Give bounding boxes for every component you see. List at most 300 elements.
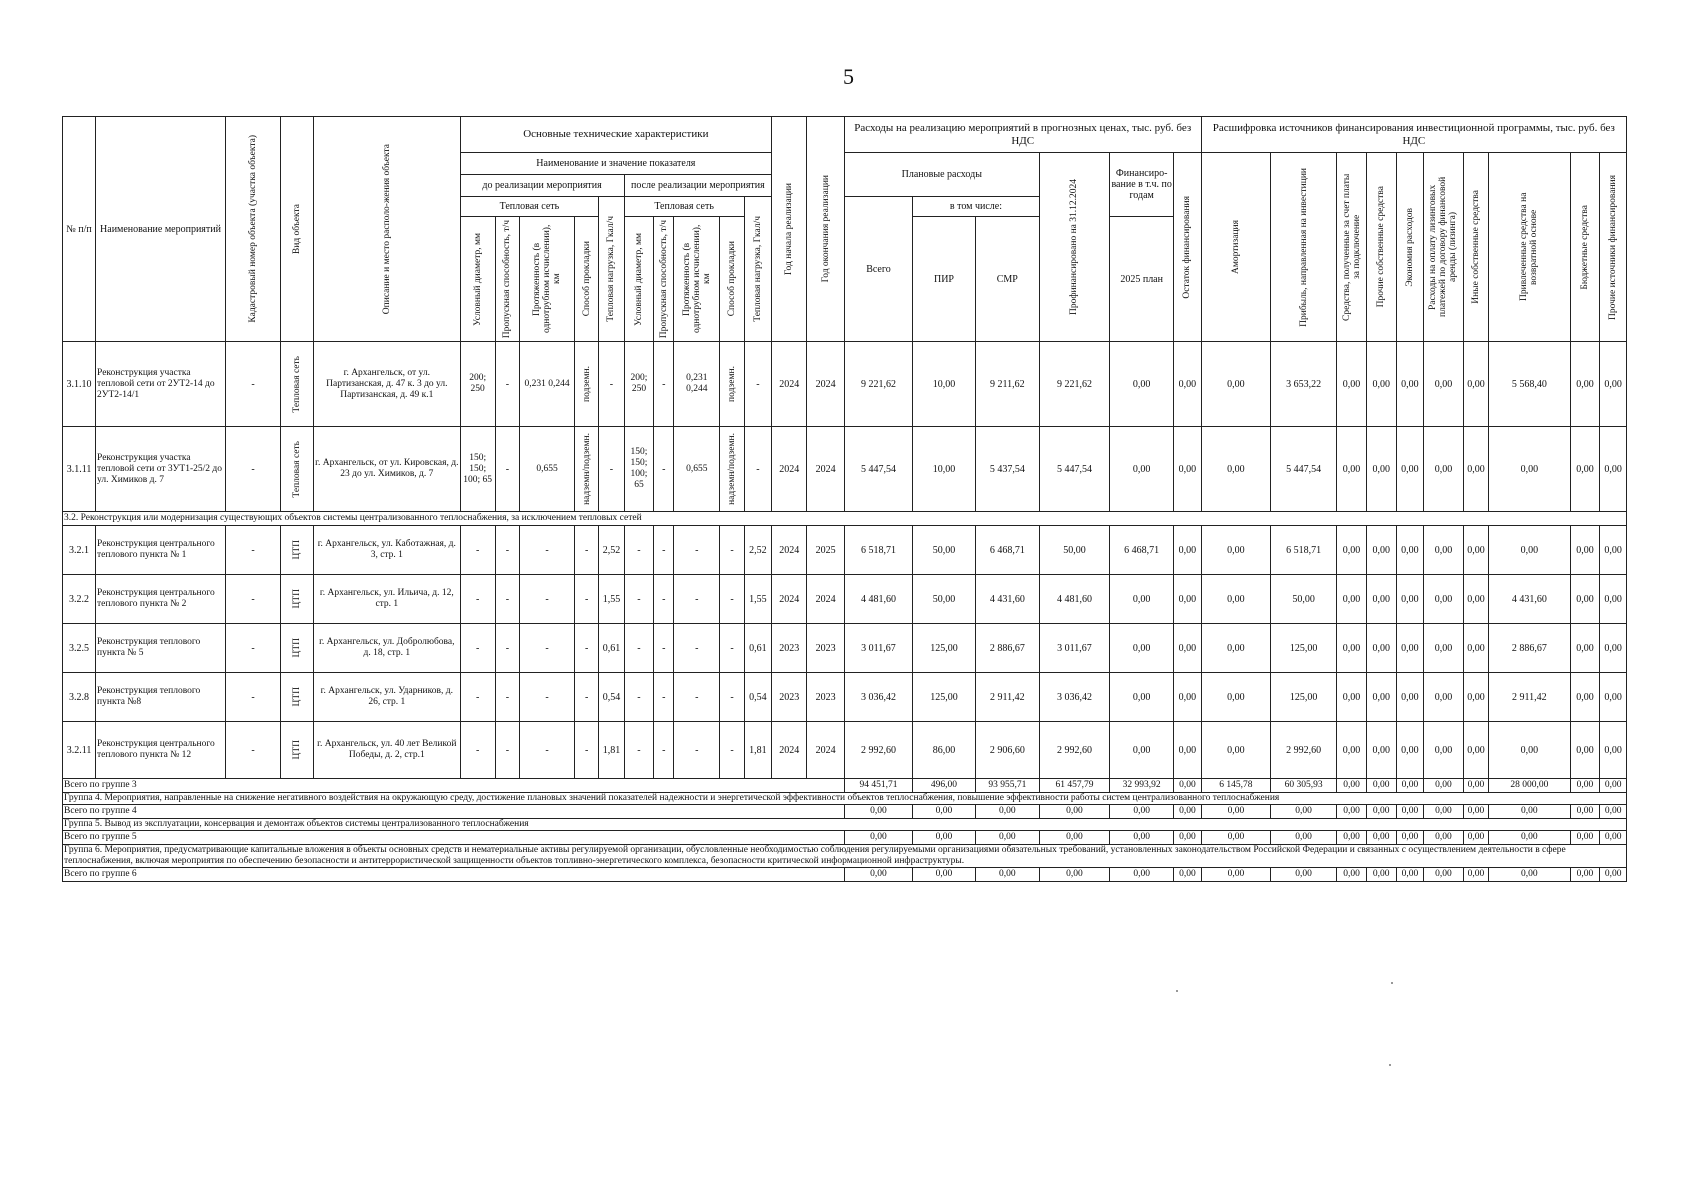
row-type	[281, 624, 314, 673]
row-dash: -	[575, 526, 599, 575]
row-financed: 5 447,54	[1039, 427, 1109, 512]
row-savings: 0,00	[1396, 427, 1424, 512]
row-dash: -	[624, 673, 654, 722]
borrowed-header-text: Привлеченные средства на возвратной основе	[1519, 192, 1540, 302]
row-remaining: 0,00	[1174, 624, 1202, 673]
row-other-own: 0,00	[1366, 427, 1396, 512]
table-row	[63, 624, 1627, 673]
col-object-type-header	[281, 117, 314, 342]
group-total-value: 0,00	[844, 805, 912, 819]
group-total-value: 0,00	[1110, 831, 1174, 845]
ctp-rows	[63, 526, 1627, 779]
row-a-load: 2,52	[744, 526, 772, 575]
row-a-length: 0,231 0,244	[674, 342, 720, 427]
row-amortization: 0,00	[1201, 722, 1270, 779]
row-b-load: 1,55	[599, 575, 624, 624]
row-type: ЦТП	[292, 540, 303, 560]
row-type: ЦТП	[292, 740, 303, 760]
row-total: 9 221,62	[844, 342, 912, 427]
row-num: 3.2.2	[63, 575, 96, 624]
group-title: Группа 6. Мероприятия, предусматривающие капитальные вложения в объекты основных средств и нематериальные активы регулируемой организации, обусловленные необходимостью соблюдения регулируемыми организациями обязательных требований, установленных законодательством Российской Федерации и связанных с осуществлением деятельности в сфере теплоснабжения, включая мероприятия по обеспечению безопасности и антитеррористической защищенности объектов топливно-энергетического комплекса, безопасности критической информационной инфраструктуры.	[63, 845, 1627, 868]
row-savings: 0,00	[1396, 342, 1424, 427]
a-load-header-text: Тепловая нагрузка, Гкал/ч	[752, 216, 763, 322]
group-total-value: 0,00	[1039, 831, 1109, 845]
row-cadastral: -	[225, 427, 280, 512]
row-dash: -	[520, 526, 575, 575]
row-amortization: 0,00	[1201, 575, 1270, 624]
group-total-value: 0,00	[1463, 805, 1488, 819]
group-title-row	[63, 819, 1627, 831]
col-profit-header	[1271, 153, 1337, 342]
row-a-laying-cell	[720, 427, 744, 512]
row-year-end: 2025	[807, 526, 844, 575]
row-savings: 0,00	[1396, 722, 1424, 779]
row-dash: -	[624, 526, 654, 575]
col-other-own-header	[1366, 153, 1396, 342]
row-plan-2025: 0,00	[1110, 722, 1174, 779]
row-dash: -	[520, 624, 575, 673]
after-header: после реализации мероприятия	[624, 175, 772, 197]
sources-header: Расшифровка источников финансирования инвестиционной программы, тыс. руб. без НДС	[1201, 117, 1626, 153]
group-total-value: 0,00	[1201, 831, 1270, 845]
row-pir: 10,00	[913, 427, 976, 512]
group-total-value: 0,00	[1174, 831, 1202, 845]
b-diameter-header-text: Условный диаметр, мм	[472, 232, 483, 326]
b-capacity-header-text: Пропускная способность, т/ч	[502, 219, 513, 339]
row-dash: -	[495, 575, 519, 624]
row-other-sources: 0,00	[1600, 575, 1627, 624]
row-other-own: 0,00	[1366, 673, 1396, 722]
group-total-value: 0,00	[913, 868, 976, 882]
row-remaining: 0,00	[1174, 575, 1202, 624]
row-b-load: -	[599, 427, 624, 512]
row-other-own2: 0,00	[1463, 722, 1488, 779]
group-total-value: 0,00	[1174, 779, 1202, 793]
group-total-value: 0,00	[1039, 868, 1109, 882]
col-year-end-header	[807, 117, 844, 342]
row-borrowed: 5 568,40	[1489, 342, 1570, 427]
group-total-value: 0,00	[1396, 831, 1424, 845]
row-leasing: 0,00	[1424, 624, 1464, 673]
col-financed-header	[1039, 153, 1109, 342]
group-total-value: 0,00	[844, 831, 912, 845]
row-plan-2025: 0,00	[1110, 575, 1174, 624]
col-cadastral-header	[225, 117, 280, 342]
group-total-value: 28 000,00	[1489, 779, 1570, 793]
row-profit: 3 653,22	[1271, 342, 1337, 427]
row-b-load: 0,61	[599, 624, 624, 673]
row-other-own2: 0,00	[1463, 624, 1488, 673]
col-budget-header	[1570, 153, 1600, 342]
row-amortization: 0,00	[1201, 526, 1270, 575]
row-dash: -	[495, 526, 519, 575]
row-smr: 2 911,42	[975, 673, 1039, 722]
row-dash: -	[460, 624, 495, 673]
row-year-start: 2024	[772, 342, 807, 427]
row-description: г. Архангельск, ул. Ударников, д. 26, стр. 1	[314, 673, 460, 722]
row-budget: 0,00	[1570, 624, 1600, 673]
row-total: 3 036,42	[844, 673, 912, 722]
col-b-load-header	[599, 197, 624, 342]
row-num: 3.1.11	[63, 427, 96, 512]
col-remaining-header	[1174, 153, 1202, 342]
row-profit: 5 447,54	[1271, 427, 1337, 512]
group-total-value: 0,00	[1039, 805, 1109, 819]
group-total-value: 0,00	[913, 805, 976, 819]
row-amortization: 0,00	[1201, 624, 1270, 673]
group-total-value: 0,00	[1366, 831, 1396, 845]
row-name: Реконструкция центрального теплового пункта № 1	[96, 526, 226, 575]
row-cadastral: -	[225, 722, 280, 779]
b-load-header-text: Тепловая нагрузка, Гкал/ч	[606, 216, 617, 322]
row-financed: 50,00	[1039, 526, 1109, 575]
row-other-own: 0,00	[1366, 624, 1396, 673]
description-header-text: Описание и место располо-жения объекта	[381, 143, 392, 315]
row-year-end: 2023	[807, 624, 844, 673]
row-pir: 125,00	[913, 624, 976, 673]
row-financed: 4 481,60	[1039, 575, 1109, 624]
row-other-own: 0,00	[1366, 342, 1396, 427]
row-type: ЦТП	[292, 589, 303, 609]
row-a-capacity: -	[654, 342, 674, 427]
row-dash: -	[720, 624, 744, 673]
row-pir: 50,00	[913, 575, 976, 624]
col-connection-fee-header	[1337, 153, 1367, 342]
table-row	[63, 673, 1627, 722]
row-other-sources: 0,00	[1600, 624, 1627, 673]
row-profit: 50,00	[1271, 575, 1337, 624]
cadastral-header-text: Кадастровый номер объекта (участка объекта)	[248, 135, 259, 323]
row-type	[281, 575, 314, 624]
row-description: г. Архангельск, от ул. Партизанская, д. 47 к. 3 до ул. Партизанская, д. 49 к.1	[314, 342, 460, 427]
investment-program-table-container	[62, 116, 1627, 882]
group-total-value: 0,00	[1463, 868, 1488, 882]
row-description: г. Архангельск, от ул. Кировская, д. 23 до ул. Химиков, д. 7	[314, 427, 460, 512]
row-dash: -	[460, 722, 495, 779]
row-profit: 125,00	[1271, 673, 1337, 722]
row-budget: 0,00	[1570, 342, 1600, 427]
row-year-start: 2024	[772, 575, 807, 624]
row-smr: 4 431,60	[975, 575, 1039, 624]
row-other-own: 0,00	[1366, 722, 1396, 779]
tech-header: Основные технические характеристики	[460, 117, 772, 153]
group-total-value: 0,00	[1424, 805, 1464, 819]
row-connection-fee: 0,00	[1337, 427, 1367, 512]
col-num-header: № п/п	[63, 117, 96, 342]
col-smr-header: СМР	[975, 217, 1039, 342]
other-own2-header-text: Иные собственные средства	[1470, 190, 1481, 304]
row-profit: 125,00	[1271, 624, 1337, 673]
row-description: г. Архангельск, ул. Ильича, д. 12, стр. 1	[314, 575, 460, 624]
row-other-sources: 0,00	[1600, 427, 1627, 512]
row-type: ЦТП	[292, 638, 303, 658]
group-total-value: 94 451,71	[844, 779, 912, 793]
group-total-value: 0,00	[1271, 805, 1337, 819]
row-connection-fee: 0,00	[1337, 624, 1367, 673]
group-total-value: 6 145,78	[1201, 779, 1270, 793]
year-start-header-text: Год начала реализации	[784, 182, 795, 276]
group-total-label: Всего по группе 4	[63, 805, 845, 819]
row-name: Реконструкция центрального теплового пункта № 12	[96, 722, 226, 779]
row-borrowed: 4 431,60	[1489, 575, 1570, 624]
row-dash: -	[720, 722, 744, 779]
row-savings: 0,00	[1396, 624, 1424, 673]
group-title-row	[63, 845, 1627, 868]
row-a-diameter: 150; 150; 100; 65	[624, 427, 654, 512]
group-total-row	[63, 805, 1627, 819]
row-dash: -	[654, 624, 674, 673]
col-savings-header	[1396, 153, 1424, 342]
remaining-header-text: Остаток финансирования	[1182, 195, 1193, 299]
table-row	[63, 526, 1627, 575]
row-dash: -	[575, 624, 599, 673]
financed-header-text: Профинансировано на 31.12.2024	[1069, 179, 1080, 315]
row-a-load: 1,81	[744, 722, 772, 779]
row-amortization: 0,00	[1201, 673, 1270, 722]
group-total-value: 0,00	[913, 831, 976, 845]
row-dash: -	[674, 722, 720, 779]
row-a-laying-cell	[720, 342, 744, 427]
row-smr: 5 437,54	[975, 427, 1039, 512]
row-remaining: 0,00	[1174, 722, 1202, 779]
col-name-header: Наименование мероприятий	[96, 117, 226, 342]
row-budget: 0,00	[1570, 673, 1600, 722]
row-b-laying: подземн.	[581, 366, 592, 402]
row-connection-fee: 0,00	[1337, 722, 1367, 779]
row-b-load: 0,54	[599, 673, 624, 722]
row-plan-2025: 0,00	[1110, 342, 1174, 427]
group-total-value: 0,00	[1271, 868, 1337, 882]
page-number: 5	[843, 64, 854, 89]
group-total-value: 0,00	[1201, 805, 1270, 819]
row-b-diameter: 200; 250	[460, 342, 495, 427]
row-num: 3.2.1	[63, 526, 96, 575]
row-dash: -	[460, 673, 495, 722]
row-dash: -	[495, 722, 519, 779]
row-total: 5 447,54	[844, 427, 912, 512]
group-total-value: 0,00	[1424, 779, 1464, 793]
row-total: 6 518,71	[844, 526, 912, 575]
b-length-header-text: Протяженность (в однотрубном исчислении), км	[532, 224, 563, 334]
row-pir: 50,00	[913, 526, 976, 575]
group-total-value: 0,00	[1570, 831, 1600, 845]
row-dash: -	[460, 575, 495, 624]
group-title: Группа 4. Мероприятия, направленные на снижение негативного воздействия на окружающую среду, достижение плановых значений показателей надежности и энергетической эффективности объектов теплоснабжения, повышение эффективности работы систем централизованного теплоснабжения	[63, 793, 1627, 805]
row-pir: 10,00	[913, 342, 976, 427]
row-cadastral: -	[225, 673, 280, 722]
row-other-own: 0,00	[1366, 526, 1396, 575]
row-dash: -	[654, 575, 674, 624]
a-diameter-header-text: Условный диаметр, мм	[633, 232, 644, 326]
scan-speck	[1391, 982, 1393, 984]
row-year-end: 2024	[807, 722, 844, 779]
row-connection-fee: 0,00	[1337, 673, 1367, 722]
group-total-value: 0,00	[1201, 868, 1270, 882]
row-smr: 2 886,67	[975, 624, 1039, 673]
row-dash: -	[460, 526, 495, 575]
row-borrowed: 0,00	[1489, 526, 1570, 575]
col-a-load-header	[744, 197, 772, 342]
row-remaining: 0,00	[1174, 673, 1202, 722]
row-description: г. Архангельск, ул. Каботажная, д. 3, стр. 1	[314, 526, 460, 575]
savings-header-text: Экономия расходов	[1404, 207, 1415, 287]
row-b-length: 0,655	[520, 427, 575, 512]
row-a-laying: подземн.	[727, 366, 738, 402]
col-b-diameter-header	[460, 217, 495, 342]
col-pir-header: ПИР	[913, 217, 976, 342]
group-total-value: 0,00	[1424, 831, 1464, 845]
group-total-value: 0,00	[1600, 779, 1627, 793]
section-3-2-title: 3.2. Реконструкция или модернизация существующих объектов системы централизованного теплоснабжения, за исключением тепловых сетей	[63, 512, 1627, 526]
group-total-row	[63, 779, 1627, 793]
row-b-diameter: 150; 150; 100; 65	[460, 427, 495, 512]
row-b-laying-cell	[575, 427, 599, 512]
row-b-capacity: -	[495, 342, 519, 427]
group-total-row	[63, 831, 1627, 845]
financing-by-years-header: Финансиро-вание в т.ч. по годам	[1110, 153, 1174, 217]
row-b-capacity: -	[495, 427, 519, 512]
col-description-header	[314, 117, 460, 342]
row-type: Тепловая сеть	[292, 355, 303, 413]
row-total: 2 992,60	[844, 722, 912, 779]
group-total-value: 0,00	[1271, 831, 1337, 845]
group-total-value: 32 993,92	[1110, 779, 1174, 793]
profit-header-text: Прибыль, направленная на инвестиции	[1298, 167, 1309, 327]
group-total-label: Всего по группе 6	[63, 868, 845, 882]
row-dash: -	[575, 673, 599, 722]
group-total-label: Всего по группе 5	[63, 831, 845, 845]
group-total-value: 60 305,93	[1271, 779, 1337, 793]
group-total-value: 0,00	[1110, 868, 1174, 882]
row-dash: -	[674, 673, 720, 722]
row-description: г. Архангельск, ул. Добролюбова, д. 18, стр. 1	[314, 624, 460, 673]
row-dash: -	[624, 722, 654, 779]
row-dash: -	[575, 575, 599, 624]
row-borrowed: 0,00	[1489, 722, 1570, 779]
group-total-value: 0,00	[1489, 831, 1570, 845]
table-row	[63, 427, 1627, 512]
group-total-value: 0,00	[975, 868, 1039, 882]
row-remaining: 0,00	[1174, 427, 1202, 512]
row-a-load: -	[744, 342, 772, 427]
row-dash: -	[654, 526, 674, 575]
other-sources-header-text: Прочие источники финансирования	[1608, 174, 1619, 320]
group-total-row	[63, 868, 1627, 882]
row-leasing: 0,00	[1424, 427, 1464, 512]
row-cadastral: -	[225, 342, 280, 427]
col-amortization-header	[1201, 153, 1270, 342]
row-connection-fee: 0,00	[1337, 342, 1367, 427]
row-dash: -	[674, 575, 720, 624]
row-name: Реконструкция участка тепловой сети от 2УТ2-14 до 2УТ2-14/1	[96, 342, 226, 427]
group-total-value: 496,00	[913, 779, 976, 793]
row-cadastral: -	[225, 575, 280, 624]
other-own-header-text: Прочие собственные средства	[1376, 186, 1387, 308]
row-a-diameter: 200; 250	[624, 342, 654, 427]
row-year-end: 2024	[807, 342, 844, 427]
row-other-own2: 0,00	[1463, 427, 1488, 512]
row-year-start: 2024	[772, 526, 807, 575]
row-name: Реконструкция теплового пункта № 5	[96, 624, 226, 673]
row-a-length: 0,655	[674, 427, 720, 512]
row-budget: 0,00	[1570, 722, 1600, 779]
row-type	[281, 722, 314, 779]
row-leasing: 0,00	[1424, 575, 1464, 624]
b-laying-header-text: Способ прокладки	[581, 241, 592, 317]
row-type-cell	[281, 342, 314, 427]
group-total-value: 0,00	[975, 831, 1039, 845]
totals-rows	[63, 779, 1627, 882]
row-total: 4 481,60	[844, 575, 912, 624]
group-total-value: 0,00	[1337, 805, 1367, 819]
group-total-value: 0,00	[1337, 831, 1367, 845]
group-total-label: Всего по группе 3	[63, 779, 845, 793]
group-total-value: 0,00	[1463, 831, 1488, 845]
row-type	[281, 673, 314, 722]
row-total: 3 011,67	[844, 624, 912, 673]
row-dash: -	[674, 624, 720, 673]
group-total-value: 0,00	[1600, 805, 1627, 819]
row-year-start: 2024	[772, 722, 807, 779]
row-a-load: 1,55	[744, 575, 772, 624]
row-remaining: 0,00	[1174, 342, 1202, 427]
group-total-value: 0,00	[1570, 805, 1600, 819]
row-dash: -	[520, 673, 575, 722]
indicator-header: Наименование и значение показателя	[460, 153, 772, 175]
group-total-value: 0,00	[1489, 868, 1570, 882]
col-a-length-header	[674, 217, 720, 342]
table-row	[63, 722, 1627, 779]
row-name: Реконструкция теплового пункта №8	[96, 673, 226, 722]
row-other-own2: 0,00	[1463, 342, 1488, 427]
row-dash: -	[654, 722, 674, 779]
row-profit: 2 992,60	[1271, 722, 1337, 779]
group-total-value: 0,00	[1396, 805, 1424, 819]
row-borrowed: 2 886,67	[1489, 624, 1570, 673]
row-a-load: -	[744, 427, 772, 512]
col-borrowed-header	[1489, 153, 1570, 342]
row-dash: -	[654, 673, 674, 722]
group-title: Группа 5. Вывод из эксплуатации, консервация и демонтаж объектов системы централизованного теплоснабжения	[63, 819, 1627, 831]
row-cadastral: -	[225, 624, 280, 673]
group-total-value: 0,00	[1600, 868, 1627, 882]
col-2025-plan-header: 2025 план	[1110, 217, 1174, 342]
row-financed: 3 011,67	[1039, 624, 1109, 673]
group-total-value: 61 457,79	[1039, 779, 1109, 793]
row-dash: -	[624, 624, 654, 673]
year-end-header-text: Год окончания реализации	[820, 175, 831, 283]
row-leasing: 0,00	[1424, 722, 1464, 779]
row-b-load: 2,52	[599, 526, 624, 575]
row-dash: -	[575, 722, 599, 779]
row-dash: -	[495, 624, 519, 673]
group-total-value: 0,00	[1366, 779, 1396, 793]
expenses-header: Расходы на реализацию мероприятий в прогнозных ценах, тыс. руб. без НДС	[844, 117, 1201, 153]
row-year-start: 2023	[772, 673, 807, 722]
group-total-value: 0,00	[1110, 805, 1174, 819]
row-borrowed: 0,00	[1489, 427, 1570, 512]
row-smr: 6 468,71	[975, 526, 1039, 575]
col-b-length-header	[520, 217, 575, 342]
row-leasing: 0,00	[1424, 526, 1464, 575]
row-smr: 2 906,60	[975, 722, 1039, 779]
row-b-laying-cell	[575, 342, 599, 427]
group-total-value: 0,00	[1366, 868, 1396, 882]
row-name: Реконструкция участка тепловой сети от 3УТ1-25/2 до ул. Химиков д. 7	[96, 427, 226, 512]
group-total-value: 0,00	[1424, 868, 1464, 882]
row-description: г. Архангельск, ул. 40 лет Великой Победы, д. 2, стр.1	[314, 722, 460, 779]
row-connection-fee: 0,00	[1337, 526, 1367, 575]
